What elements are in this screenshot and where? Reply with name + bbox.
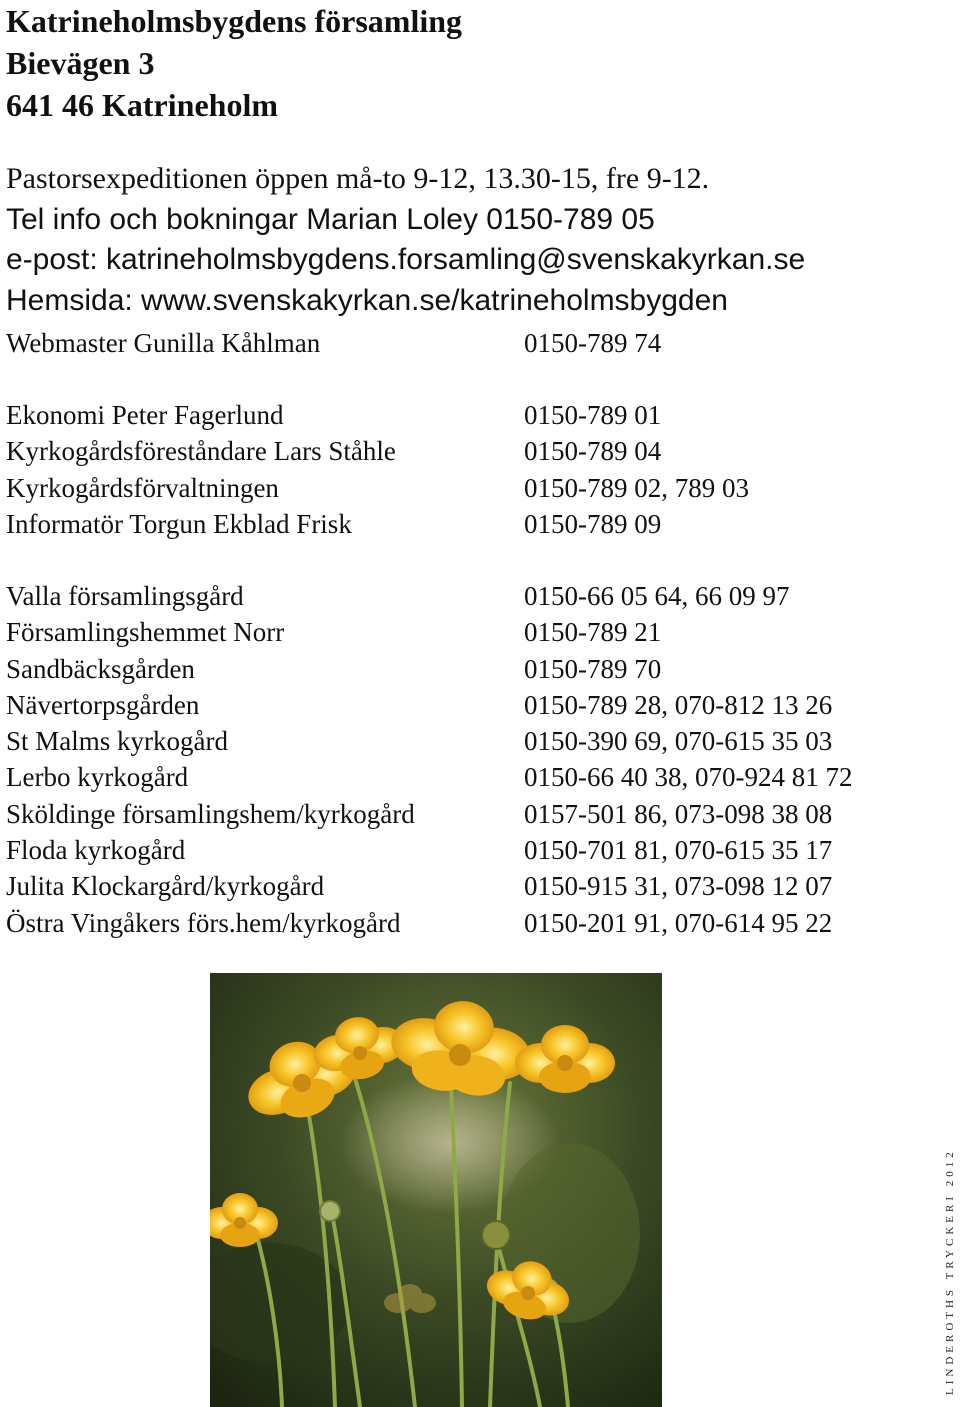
location-phone: 0150-201 91, 070-614 95 22 [524, 907, 833, 938]
contact-row [6, 506, 926, 542]
location-name: Nävertorpsgården [6, 689, 200, 720]
location-name: Sköldinge församlingshem/kyrkogård [6, 798, 415, 829]
contact-row [6, 614, 926, 650]
location-name: Julita Klockargård/kyrkogård [6, 871, 325, 902]
location-phone: 0150-701 81, 070-615 35 17 [524, 835, 833, 866]
webmaster-section [6, 325, 926, 361]
contact-row [6, 470, 926, 506]
contact-row [6, 651, 926, 687]
contact-row [6, 832, 926, 868]
contact-phone: 0150-789 02, 789 03 [524, 472, 749, 503]
staff-list [6, 397, 926, 542]
contact-row [6, 578, 926, 614]
contact-row [6, 796, 926, 832]
locations-list [6, 578, 926, 941]
location-name: Församlingshemmet Norr [6, 617, 285, 648]
location-name: Östra Vingåkers förs.hem/kyrkogård [6, 907, 401, 938]
buttercup-photo [210, 973, 662, 1407]
location-name: Lerbo kyrkogård [6, 762, 189, 793]
contact-row [6, 723, 926, 759]
contact-phone: 0150-789 01 [524, 400, 662, 430]
contact-row [6, 905, 926, 941]
contact-row [6, 759, 926, 795]
contact-name: Kyrkogårdsförvaltningen [6, 472, 279, 503]
location-phone: 0150-789 21 [524, 617, 662, 648]
buttercup-illustration [210, 973, 662, 1407]
contact-phone: 0150-789 74 [524, 328, 662, 358]
parish-address-block [6, 0, 462, 126]
printer-credit: LINDEROTHS TRYCKERI 2012 [944, 1148, 956, 1395]
contact-row [6, 868, 926, 904]
contact-phone: 0150-789 04 [524, 436, 662, 467]
office-hours: Pastorsexpeditionen öppen må-to 9-12, 13.30-15, fre 9-12. [6, 162, 710, 195]
office-info [6, 159, 805, 321]
email-address: e-post: katrineholmsbygdens.forsamling@svenskakyrkan.se [6, 243, 806, 276]
contact-row [6, 397, 926, 433]
website-link[interactable]: Hemsida: www.svenskakyrkan.se/katrineholmsbygden [6, 283, 728, 317]
contact-row [6, 687, 926, 723]
contact-name: Ekonomi Peter Fagerlund [6, 400, 284, 430]
location-phone: 0157-501 86, 073-098 38 08 [524, 798, 833, 829]
location-phone: 0150-789 70 [524, 653, 662, 684]
location-phone: 0150-66 40 38, 070-924 81 72 [524, 762, 853, 793]
contact-name: Kyrkogårdsföreståndare Lars Ståhle [6, 436, 396, 467]
parish-name: Katrineholmsbygdens församling [6, 3, 463, 39]
contact-row [6, 325, 926, 361]
location-phone: 0150-390 69, 070-615 35 03 [524, 726, 833, 757]
contact-name: Informatör Torgun Ekblad Frisk [6, 508, 352, 539]
location-phone: 0150-66 05 64, 66 09 97 [524, 581, 790, 611]
location-name: Sandbäcksgården [6, 653, 195, 684]
booking-phone: Tel info och bokningar Marian Loley 0150-789 05 [6, 202, 655, 236]
location-name: Valla församlingsgård [6, 581, 244, 611]
contact-phone: 0150-789 09 [524, 508, 662, 539]
contact-row [6, 433, 926, 469]
location-phone: 0150-915 31, 073-098 12 07 [524, 871, 833, 902]
contact-name: Webmaster Gunilla Kåhlman [6, 328, 321, 358]
location-phone: 0150-789 28, 070-812 13 26 [524, 689, 833, 720]
parish-street: Bievägen 3 [6, 45, 155, 81]
location-name: Floda kyrkogård [6, 835, 186, 866]
parish-city: 641 46 Katrineholm [6, 87, 278, 123]
location-name: St Malms kyrkogård [6, 726, 228, 757]
